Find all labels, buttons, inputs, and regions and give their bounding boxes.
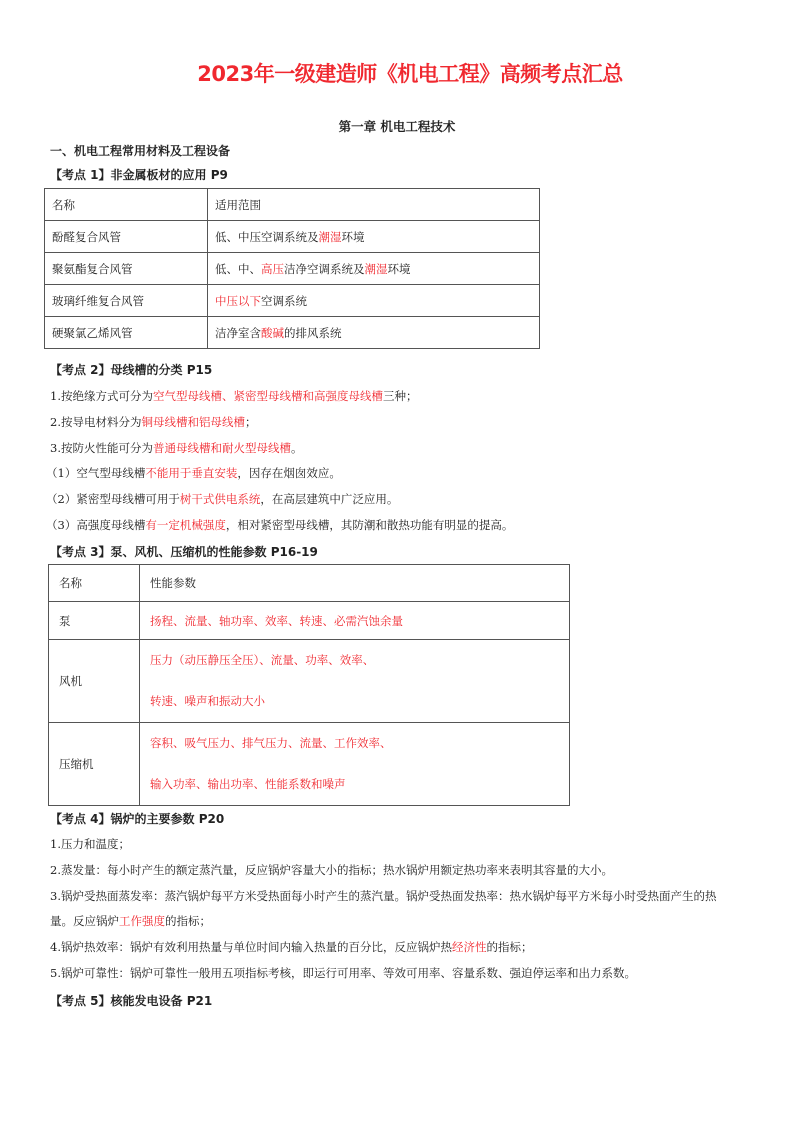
paragraph-line — [50, 836, 130, 852]
text-run: 1.压力和温度； — [50, 837, 130, 851]
header-cell: 名称 — [49, 565, 140, 602]
paragraph-line — [50, 388, 417, 404]
name-cell: 压缩机 — [49, 723, 140, 806]
name-cell: 泵 — [49, 602, 140, 640]
table-header-row — [49, 565, 570, 602]
scope-cell — [208, 253, 540, 285]
param-line: 输入功率、输出功率、性能系数和噪声 — [150, 777, 346, 791]
name-cell: 聚氨酯复合风管 — [45, 253, 208, 285]
table-row — [49, 723, 570, 806]
highlighted-text: 空气型母线槽、紧密型母线槽和高强度母线槽 — [152, 389, 383, 403]
param-line: 压力（动压静压全压）、流量、功率、效率、 — [150, 653, 375, 667]
params-cell — [140, 640, 570, 723]
header-cell: 性能参数 — [140, 565, 570, 602]
performance-parameters-table — [48, 564, 570, 806]
text-run: 空调系统 — [261, 293, 307, 308]
section-heading: 一、机电工程常用材料及工程设备 — [50, 144, 231, 158]
text-run: 3.按防火性能可分为 — [50, 440, 153, 455]
table-row — [45, 253, 540, 285]
chapter-heading: 第一章 机电工程技术 — [338, 119, 456, 134]
name-cell: 硬聚氯乙烯风管 — [45, 317, 208, 349]
scope-cell — [208, 285, 540, 317]
text-run: 2.蒸发量：每小时产生的额定蒸汽量，反应锅炉容量大小的指标；热水锅炉用额定热功率来表明其容量的大小。 — [50, 862, 613, 877]
text-run: （2）紧密型母线槽可用于 — [46, 492, 180, 507]
text-run: 3.锅炉受热面蒸发率：蒸汽锅炉每平方米受热面每小时产生的蒸汽量。锅炉受热面发热率：热水锅炉每平方米每小时受热面产生的热 — [50, 888, 717, 903]
paragraph-line — [46, 491, 398, 507]
paragraph-line — [46, 465, 341, 481]
name-cell: 酚醛复合风管 — [45, 221, 208, 253]
highlighted-text: 有一定机械强度 — [145, 518, 226, 532]
text-run: 洁净空调系统及 — [284, 261, 365, 276]
paragraph-line — [50, 862, 613, 878]
text-run: 低、中压空调系统及 — [215, 229, 319, 244]
kp2-heading: 【考点 2】母线槽的分类 P15 — [50, 363, 213, 377]
nonmetal-duct-table — [44, 188, 540, 349]
highlighted-text: 不能用于垂直安装 — [145, 466, 238, 481]
highlighted-text: 潮湿 — [364, 261, 388, 276]
header-cell: 适用范围 — [208, 189, 540, 221]
param-line: 转速、噪声和振动大小 — [150, 694, 265, 708]
text-run: ，在高层建筑中广泛应用。 — [260, 492, 399, 507]
table-row — [49, 602, 570, 640]
text-run: 低、中、 — [215, 261, 261, 276]
text-run: ，相对紧密型母线槽，其防潮和散热功能有明显的提高。 — [225, 518, 514, 532]
highlighted-text: 工作强度 — [119, 914, 165, 929]
paragraph-line — [50, 414, 256, 430]
params-cell — [140, 602, 570, 640]
text-run: 1.按绝缘方式可分为 — [50, 389, 153, 403]
text-run: 环境 — [341, 229, 365, 244]
highlighted-text: 酸碱 — [261, 325, 284, 340]
paragraph-line — [50, 440, 302, 456]
paragraph-line — [50, 965, 636, 981]
text-run: 2.按导电材料分为 — [50, 414, 142, 429]
kp3-heading: 【考点 3】泵、风机、压缩机的性能参数 P16-19 — [50, 545, 318, 559]
name-cell: 玻璃纤维复合风管 — [45, 285, 208, 317]
table-row — [45, 317, 540, 349]
highlighted-text: 中压以下 — [215, 293, 261, 308]
text-run: 的指标； — [486, 940, 533, 955]
highlighted-text: 高压 — [261, 261, 284, 276]
text-run: 三种； — [382, 389, 418, 403]
highlighted-text: 普通母线槽和耐火型母线槽 — [152, 440, 291, 455]
params-cell — [140, 723, 570, 806]
table-row — [45, 221, 540, 253]
kp4-heading: 【考点 4】锅炉的主要参数 P20 — [50, 812, 225, 826]
highlighted-text: 经济性 — [451, 940, 487, 955]
text-run: （3）高强度母线槽 — [46, 518, 146, 532]
text-run: 环境 — [387, 261, 411, 276]
paragraph-line — [50, 888, 716, 904]
highlighted-text: 潮湿 — [318, 229, 342, 244]
paragraph-line — [46, 517, 513, 533]
text-run: ； — [244, 414, 257, 429]
text-run: ，因存在烟囱效应。 — [237, 466, 341, 481]
text-run: 的排风系统 — [284, 325, 342, 340]
text-run: 4.锅炉热效率：锅炉有效利用热量与单位时间内输入热量的百分比，反应锅炉热 — [50, 940, 452, 955]
text-run: 。 — [290, 440, 303, 455]
scope-cell — [208, 221, 540, 253]
header-cell: 名称 — [45, 189, 208, 221]
kp1-heading: 【考点 1】非金属板材的应用 P9 — [50, 168, 228, 182]
text-run: 5.锅炉可靠性：锅炉可靠性一般用五项指标考核，即运行可用率、等效可用率、容量系数、强迫停运率和出力系数。 — [50, 966, 636, 980]
table-row — [45, 285, 540, 317]
param-line: 扬程、流量、轴功率、效率、转速、必需汽蚀余量 — [150, 613, 403, 628]
text-run: 的指标； — [165, 914, 211, 929]
table-row — [49, 640, 570, 723]
text-run: 量。反应锅炉 — [50, 914, 119, 929]
scope-cell — [208, 317, 540, 349]
table-header-row — [45, 189, 540, 221]
highlighted-text: 铜母线槽和铝母线槽 — [141, 414, 245, 429]
kp5-heading: 【考点 5】核能发电设备 P21 — [50, 994, 213, 1008]
paragraph-line — [50, 913, 211, 929]
paragraph-line — [50, 939, 532, 955]
text-run: （1）空气型母线槽 — [46, 466, 146, 481]
name-cell: 风机 — [49, 640, 140, 723]
document-title: 2023年一级建造师《机电工程》高频考点汇总 — [197, 62, 623, 86]
highlighted-text: 树干式供电系统 — [179, 492, 261, 507]
text-run: 洁净室含 — [215, 325, 261, 340]
param-line: 容积、吸气压力、排气压力、流量、工作效率、 — [150, 736, 392, 750]
